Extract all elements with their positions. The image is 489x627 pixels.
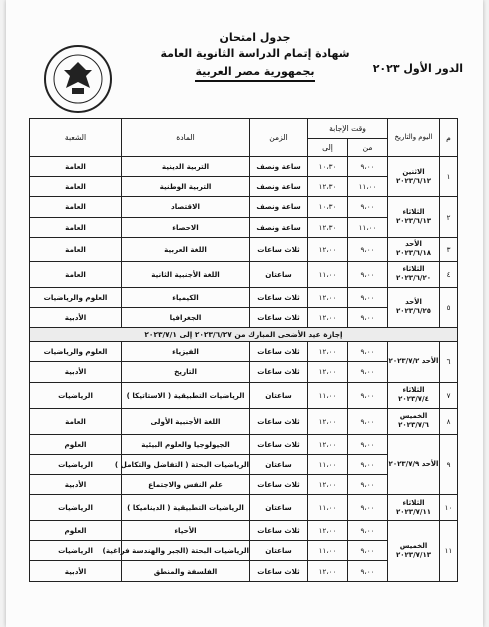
duration: ساعتان	[250, 382, 308, 408]
day-date: الأحد ٢٠٢٣/٧/٩	[388, 434, 440, 495]
branch: الرياضيات	[30, 454, 122, 474]
duration: ثلاث ساعات	[250, 307, 308, 327]
title-line-2: شهادة إتمام الدراسة الثانوية العامة	[160, 47, 350, 60]
day-date: الخميس ٢٠٢٣/٧/١٣	[388, 521, 440, 582]
branch: العلوم والرياضيات	[30, 342, 122, 362]
time-from: ٩،٠٠	[348, 382, 388, 408]
branch: العلوم	[30, 434, 122, 454]
time-to: ١١،٠٠	[308, 495, 348, 521]
branch: العامة	[30, 408, 122, 434]
duration: ساعة ونصف	[250, 177, 308, 197]
subject: التربية الدينية	[122, 157, 250, 177]
day-date: الاثنين ٢٠٢٣/٦/١٢	[388, 157, 440, 197]
day-num: ٩	[440, 434, 458, 495]
branch: العلوم	[30, 521, 122, 541]
duration: ساعتان	[250, 454, 308, 474]
time-from: ٩،٠٠	[348, 541, 388, 561]
col-header-to: إلى	[308, 139, 348, 157]
day-num: ٥	[440, 287, 458, 327]
time-from: ٩،٠٠	[348, 561, 388, 581]
time-to: ١٢،٠٠	[308, 342, 348, 362]
time-from: ١١،٠٠	[348, 217, 388, 237]
duration: ثلاث ساعات	[250, 434, 308, 454]
branch: الرياضيات	[30, 541, 122, 561]
day-date: الأحد ٢٠٢٣/٧/٢	[388, 342, 440, 382]
col-header-num: م	[440, 119, 458, 157]
subject: الاقتصاد	[122, 197, 250, 217]
time-to: ١٢،٠٠	[308, 408, 348, 434]
subject: التربية الوطنية	[122, 177, 250, 197]
ministry-logo-icon	[34, 44, 122, 114]
time-to: ١٢،٠٠	[308, 561, 348, 581]
time-from: ٩،٠٠	[348, 157, 388, 177]
subject: الاحصاء	[122, 217, 250, 237]
subject: الكيمياء	[122, 287, 250, 307]
subject: الرياضيات البحتة ( التفاضل والتكامل )	[122, 454, 250, 474]
subject: الفيزياء	[122, 342, 250, 362]
time-from: ٩،٠٠	[348, 362, 388, 382]
exam-schedule-table	[29, 118, 458, 582]
day-date: الثلاثاء ٢٠٢٣/٧/١١	[388, 495, 440, 521]
duration: ثلاث ساعات	[250, 287, 308, 307]
day-date: الثلاثاء ٢٠٢٣/٦/١٣	[388, 197, 440, 237]
title-block	[154, 30, 356, 102]
day-num: ١٠	[440, 495, 458, 521]
duration: ساعتان	[250, 541, 308, 561]
time-from: ١١،٠٠	[348, 177, 388, 197]
branch: العامة	[30, 237, 122, 261]
col-header-day: اليوم والتاريخ	[388, 119, 440, 157]
duration: ساعة ونصف	[250, 197, 308, 217]
branch: العامة	[30, 157, 122, 177]
time-to: ١١،٠٠	[308, 382, 348, 408]
time-to: ١٢،٠٠	[308, 237, 348, 261]
subject: الرياضيات البحتة (الجبر والهندسة فراغية)	[122, 541, 250, 561]
time-from: ٩،٠٠	[348, 408, 388, 434]
time-to: ١١،٠٠	[308, 541, 348, 561]
duration: ساعة ونصف	[250, 217, 308, 237]
title-line-1: جدول امتحان	[219, 31, 291, 44]
time-to: ١٢،٠٠	[308, 287, 348, 307]
duration: ثلاث ساعات	[250, 561, 308, 581]
duration: ثلاث ساعات	[250, 342, 308, 362]
subject: اللغة الأجنبية الثانية	[122, 261, 250, 287]
subject: التاريخ	[122, 362, 250, 382]
time-to: ١٢،٠٠	[308, 362, 348, 382]
subject: الرياضيات التطبيقية ( الاستاتيكا )	[122, 382, 250, 408]
schedule-body	[30, 157, 458, 582]
branch: الرياضيات	[30, 382, 122, 408]
time-from: ٩،٠٠	[348, 342, 388, 362]
day-date: الأحد ٢٠٢٣/٦/٢٥	[388, 287, 440, 327]
time-from: ٩،٠٠	[348, 434, 388, 454]
day-date: الثلاثاء ٢٠٢٣/٦/٢٠	[388, 261, 440, 287]
duration: ثلاث ساعات	[250, 408, 308, 434]
day-num: ٤	[440, 261, 458, 287]
branch: العلوم والرياضيات	[30, 287, 122, 307]
branch: الأدبية	[30, 362, 122, 382]
time-to: ١٢،٠٠	[308, 307, 348, 327]
day-num: ٣	[440, 237, 458, 261]
time-to: ١١،٠٠	[308, 454, 348, 474]
title-line-3: بجمهورية مصر العربية	[195, 64, 314, 82]
subject: الجغرافيا	[122, 307, 250, 327]
duration: ثلاث ساعات	[250, 474, 308, 494]
subject: الرياضيات التطبيقية ( الديناميكا )	[122, 495, 250, 521]
branch: الأدبية	[30, 474, 122, 494]
day-num: ٧	[440, 382, 458, 408]
time-from: ٩،٠٠	[348, 307, 388, 327]
col-header-from: من	[348, 139, 388, 157]
col-header-answer-time: وقت الإجابة	[308, 119, 388, 139]
duration: ساعة ونصف	[250, 157, 308, 177]
col-header-duration: الزمن	[250, 119, 308, 157]
duration: ساعتان	[250, 495, 308, 521]
duration: ثلاث ساعات	[250, 521, 308, 541]
exam-round-label: الدور الأول ٢٠٢٣	[372, 62, 463, 75]
time-to: ١٢،٠٠	[308, 521, 348, 541]
subject: الجيولوجيا والعلوم البيئية	[122, 434, 250, 454]
holiday-row: إجازة عيد الأضحى المبارك من ٢٠٢٣/٦/٢٧ إلى ٢٠٢٣/٧/١	[30, 328, 458, 342]
branch: العامة	[30, 197, 122, 217]
time-to: ١١،٠٠	[308, 261, 348, 287]
time-to: ١٠،٣٠	[308, 157, 348, 177]
time-to: ١٠،٣٠	[308, 197, 348, 217]
branch: العامة	[30, 177, 122, 197]
branch: الرياضيات	[30, 495, 122, 521]
col-header-branch: الشعبة	[30, 119, 122, 157]
day-date: الأحد ٢٠٢٣/٦/١٨	[388, 237, 440, 261]
time-from: ٩،٠٠	[348, 454, 388, 474]
day-date: الثلاثاء ٢٠٢٣/٧/٤	[388, 382, 440, 408]
time-from: ٩،٠٠	[348, 521, 388, 541]
day-num: ٢	[440, 197, 458, 237]
day-num: ٨	[440, 408, 458, 434]
duration: ثلاث ساعات	[250, 362, 308, 382]
subject: علم النفس والاجتماع	[122, 474, 250, 494]
duration: ساعتان	[250, 261, 308, 287]
subject: اللغة الأجنبية الأولى	[122, 408, 250, 434]
subject: الأحياء	[122, 521, 250, 541]
subject: الفلسفة والمنطق	[122, 561, 250, 581]
branch: العامة	[30, 261, 122, 287]
time-from: ٩،٠٠	[348, 197, 388, 217]
time-from: ٩،٠٠	[348, 474, 388, 494]
branch: العامة	[30, 217, 122, 237]
time-from: ٩،٠٠	[348, 237, 388, 261]
time-from: ٩،٠٠	[348, 495, 388, 521]
time-from: ٩،٠٠	[348, 261, 388, 287]
day-num: ٦	[440, 342, 458, 382]
col-header-subject: المادة	[122, 119, 250, 157]
time-to: ١٢،٣٠	[308, 217, 348, 237]
day-num: ١١	[440, 521, 458, 582]
subject: اللغة العربية	[122, 237, 250, 261]
branch: الأدبية	[30, 561, 122, 581]
duration: ثلاث ساعات	[250, 237, 308, 261]
time-to: ١٢،٣٠	[308, 177, 348, 197]
day-num: ١	[440, 157, 458, 197]
branch: الأدبية	[30, 307, 122, 327]
time-from: ٩،٠٠	[348, 287, 388, 307]
time-to: ١٢،٠٠	[308, 474, 348, 494]
time-to: ١٢،٠٠	[308, 434, 348, 454]
day-date: الخميس ٢٠٢٣/٧/٦	[388, 408, 440, 434]
